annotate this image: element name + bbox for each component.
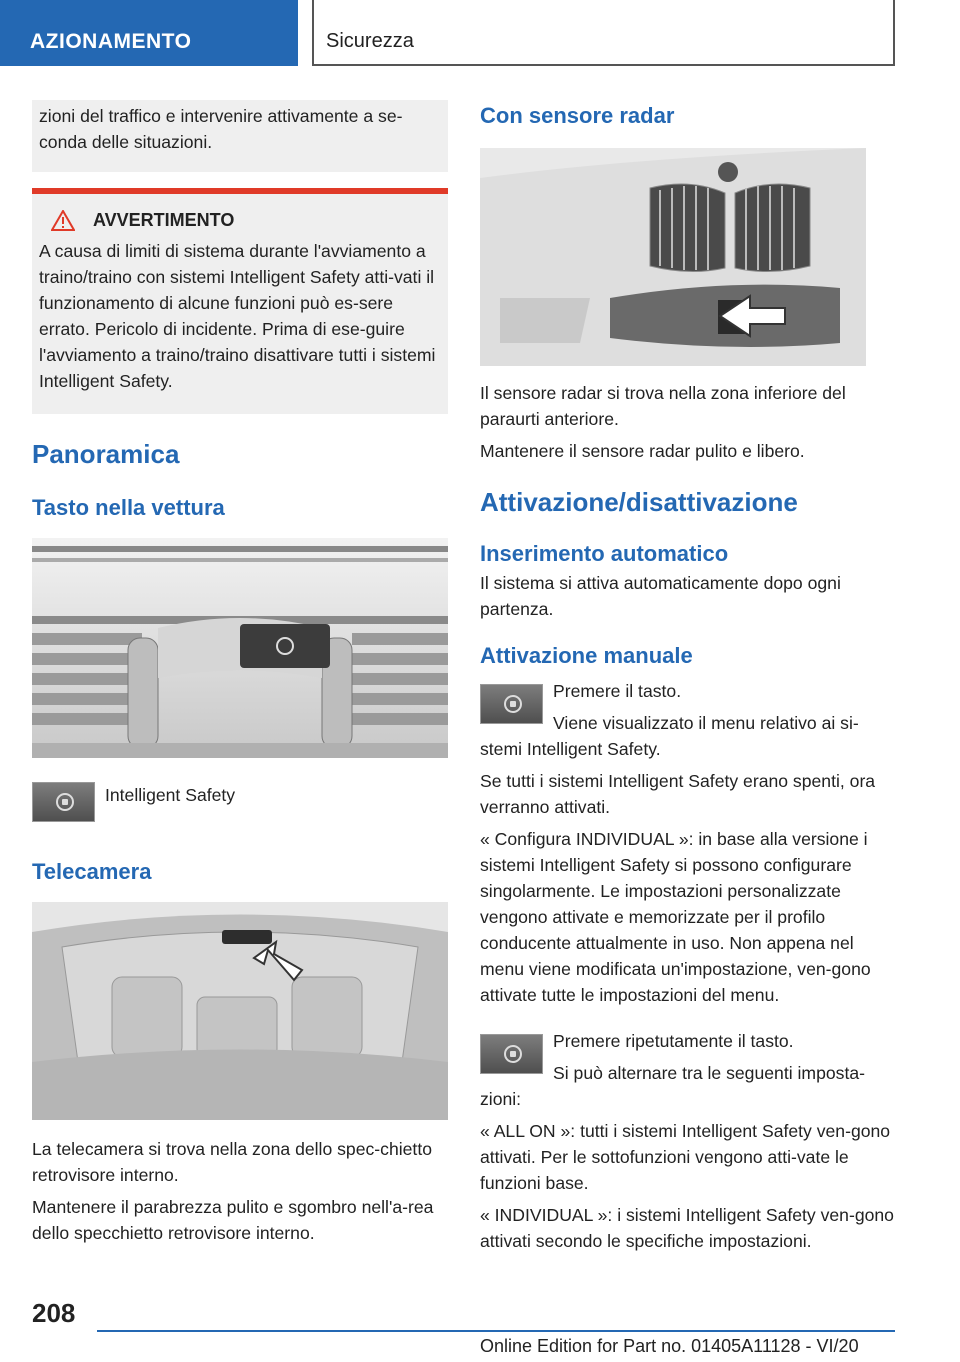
- intro-text: zioni del traffico e intervenire attivamente a se-conda delle situazioni.: [39, 106, 403, 152]
- intelligent-safety-icon: [55, 792, 75, 812]
- all-on-text: « ALL ON »: tutti i sistemi Intelligent Safety ven-gono attivati. Per le sottofunzioni vengono atti-vate le funzioni base.: [480, 1121, 891, 1193]
- camera-image: [32, 902, 448, 1120]
- page-number: 208: [32, 1298, 76, 1328]
- button-caption: Intelligent Safety: [105, 785, 236, 805]
- windshield-illustration: [32, 902, 448, 1120]
- repeat-step-options: Si può alternare tra le seguenti imposta-zioni:: [480, 1063, 865, 1109]
- heading-manual-activation: Attivazione manuale: [480, 643, 693, 668]
- repeat-step-press: Premere ripetutamente il tasto.: [553, 1031, 794, 1051]
- footer-edition: Online Edition for Part no. 01405A11128 - VI/20: [480, 1336, 859, 1356]
- heading-activation: Attivazione/disattivazione: [480, 487, 798, 517]
- heading-radar-sensor: Con sensore radar: [480, 103, 675, 128]
- dashboard-illustration: [32, 538, 448, 758]
- heading-automatic-activation: Inserimento automatico: [480, 541, 729, 566]
- front-bumper-illustration: [480, 148, 866, 366]
- warning-icon: [51, 210, 75, 231]
- intro-box: [32, 100, 448, 172]
- left-column: [32, 100, 448, 1246]
- repeat-button-icon: [480, 1034, 543, 1074]
- radar-image: [480, 148, 866, 366]
- configure-individual-text: « Configura INDIVIDUAL »: in base alla versione i sistemi Intelligent Safety si possono configurare singolarmente. Le impostazioni personalizzate vengono attivate e memorizzate per il profilo conducente attualmente in uso. Non appena nel menu viene modificata un'impostazione, ven-gono attivate tutte le impostazioni del menu.: [480, 829, 871, 1005]
- intelligent-safety-icon: [503, 694, 523, 714]
- warning-title: [39, 206, 440, 234]
- heading-overview: Panoramica: [32, 439, 180, 469]
- warning-text: A causa di limiti di sistema durante l'avviamento a traino/traino con sistemi Intelligent Safety atti-vati il funzionamento di alcune funzioni può es-sere errato. Pericolo di incidente. Prima di ese-guire l'avviamento a traino/traino disattivare tutti i sistemi Intelligent Safety.: [39, 241, 436, 391]
- chapter-tab: AZIONAMENTO: [0, 0, 298, 66]
- page-header: [0, 0, 960, 66]
- dashboard-image: [32, 538, 448, 758]
- warning-heading: AVVERTIMENTO: [93, 209, 235, 230]
- heading-camera: Telecamera: [32, 859, 152, 884]
- warning-box: [32, 188, 448, 414]
- intelligent-safety-icon: [503, 1044, 523, 1064]
- manual-button-icon: [480, 684, 543, 724]
- camera-location-text: La telecamera si trova nella zona dello spec-chietto retrovisore interno.: [32, 1139, 432, 1185]
- radar-maintenance-text: Mantenere il sensore radar pulito e libero.: [480, 441, 805, 461]
- manual-press-row: [480, 678, 896, 762]
- camera-maintenance-text: Mantenere il parabrezza pulito e sgombro nell'a-rea dello specchietto retrovisore interno.: [32, 1197, 434, 1243]
- section-tab: Sicurezza: [312, 0, 895, 66]
- manual-step-menu: Viene visualizzato il menu relativo ai si-stemi Intelligent Safety.: [480, 713, 859, 759]
- individual-text: « INDIVIDUAL »: i sistemi Intelligent Safety ven-gono attivati secondo le specifiche impostazioni.: [480, 1205, 894, 1251]
- right-column: [480, 100, 896, 1254]
- manual-step-press: Premere il tasto.: [553, 681, 682, 701]
- radar-location-text: Il sensore radar si trova nella zona inferiore del paraurti anteriore.: [480, 383, 846, 429]
- footer-divider: [97, 1330, 895, 1332]
- button-caption-row: [32, 782, 448, 826]
- automatic-activation-text: Il sistema si attiva automaticamente dopo ogni partenza.: [480, 573, 841, 619]
- manual-activated-text: Se tutti i sistemi Intelligent Safety erano spenti, ora verranno attivati.: [480, 771, 876, 817]
- repeat-press-row: [480, 1028, 896, 1112]
- heading-button-in-vehicle: Tasto nella vettura: [32, 495, 225, 520]
- intelligent-safety-button-icon: [32, 782, 95, 822]
